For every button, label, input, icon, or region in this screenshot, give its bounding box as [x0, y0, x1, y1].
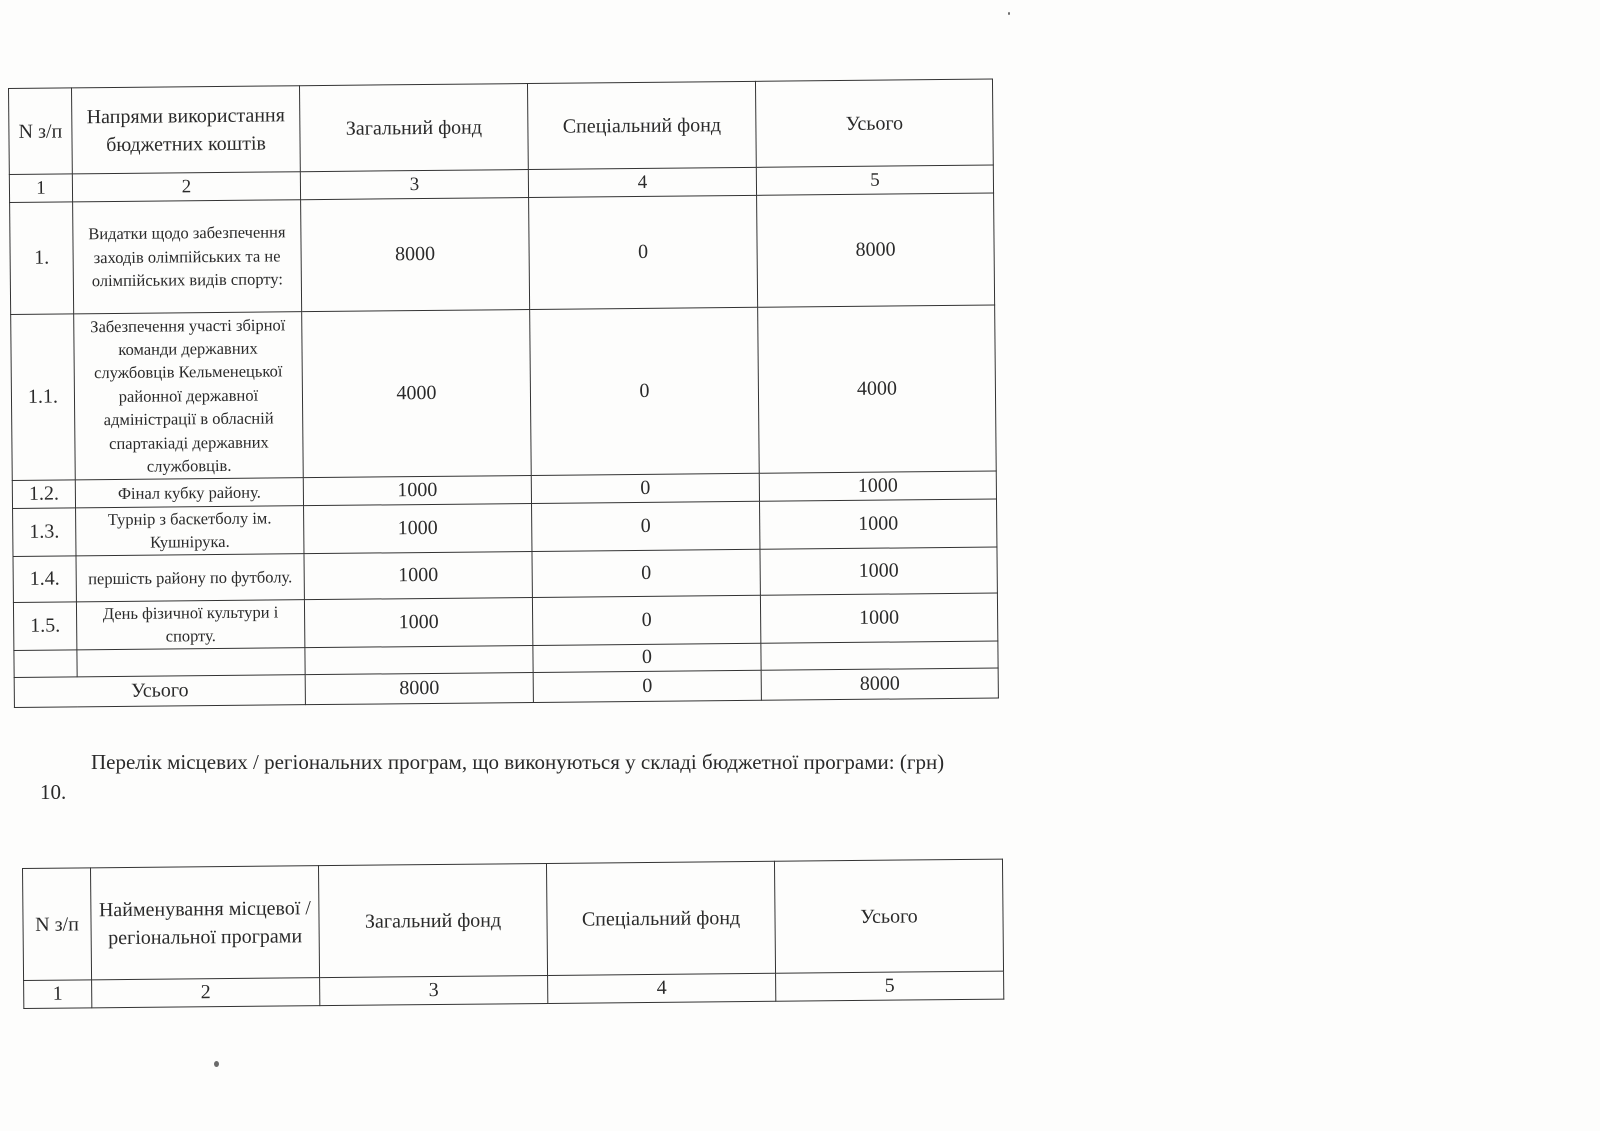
row-general-fund: 8000	[301, 198, 530, 312]
total-total: 8000	[761, 668, 998, 700]
row-total: 1000	[760, 499, 997, 549]
header-num: N з/п	[9, 88, 73, 175]
row-description: День фізичної культури і спорту.	[76, 600, 304, 650]
row-description: Видатки щодо забезпечення заходів олімпійських та не олімпійських видів спорту:	[73, 200, 302, 314]
row-special-fund: 0	[532, 549, 760, 597]
row-description: Забезпечення участі збірної команди державних службовців Кельменецької районної державної адміністрації в обласній спартакіаді державних службовців.	[74, 312, 304, 480]
row-special-fund: 0	[533, 643, 761, 672]
row-general-fund: 4000	[302, 310, 532, 478]
scan-speck	[214, 1061, 219, 1067]
col-number: 1	[24, 980, 92, 1009]
row-general-fund: 1000	[304, 503, 532, 553]
row-description	[77, 647, 305, 676]
row-special-fund: 0	[529, 195, 758, 309]
total-label: Усього	[14, 674, 305, 707]
header-special-fund: Спеціальний фонд	[546, 861, 775, 975]
col-number: 4	[548, 973, 776, 1003]
header-program-name: Найменування місцевої / регіональної програми	[91, 866, 320, 980]
header-num: N з/п	[23, 868, 92, 981]
row-number: 1.3.	[13, 508, 76, 556]
header-general-fund: Загальний фонд	[318, 863, 547, 977]
section-title: Перелік місцевих / регіональних програм, що виконуються у складі бюджетної програми: (грн)	[91, 750, 945, 774]
table-header-row	[23, 859, 1004, 980]
row-special-fund: 0	[530, 307, 760, 475]
row-general-fund	[305, 645, 533, 674]
row-total: 1000	[760, 593, 997, 643]
row-total: 1000	[759, 471, 996, 501]
total-general-fund: 8000	[305, 672, 533, 704]
row-special-fund: 0	[531, 473, 759, 503]
row-number: 1.2.	[12, 480, 75, 509]
row-description: Фінал кубку району.	[75, 478, 303, 508]
header-special-fund: Спеціальний фонд	[527, 81, 756, 169]
row-description: Турнір з баскетболу ім. Кушнірука.	[76, 506, 304, 556]
budget-directions-table	[8, 79, 999, 708]
section-number: 10.	[40, 780, 67, 804]
row-number: 1.1.	[11, 314, 76, 481]
col-number: 3	[300, 170, 528, 200]
row-general-fund: 1000	[304, 597, 532, 647]
col-number: 2	[72, 172, 300, 202]
row-general-fund: 1000	[304, 551, 532, 599]
col-number: 2	[92, 978, 320, 1008]
row-number: 1.	[10, 202, 74, 315]
table-header-row	[9, 79, 994, 174]
row-special-fund: 0	[532, 501, 760, 551]
scan-speck	[1008, 12, 1010, 15]
row-number	[14, 650, 77, 678]
table-row	[11, 305, 997, 480]
col-number: 5	[756, 165, 993, 195]
col-number: 3	[320, 975, 548, 1005]
row-total	[761, 641, 998, 670]
header-general-fund: Загальний фонд	[299, 84, 528, 172]
col-number: 5	[776, 971, 1004, 1001]
row-number: 1.5.	[13, 602, 76, 650]
row-general-fund: 1000	[303, 475, 531, 505]
total-special-fund: 0	[533, 670, 761, 702]
header-direction: Напрями використання бюджетних коштів	[72, 86, 301, 174]
row-total: 1000	[760, 547, 997, 595]
row-total: 4000	[758, 305, 997, 473]
row-description: першість району по футболу.	[76, 554, 304, 602]
row-number: 1.4.	[13, 556, 76, 603]
row-special-fund: 0	[532, 595, 760, 645]
col-number: 1	[9, 174, 72, 203]
table-row	[10, 193, 995, 314]
header-total: Усього	[755, 79, 993, 167]
regional-programs-table	[22, 859, 1004, 1009]
row-total: 8000	[757, 193, 995, 307]
header-total: Усього	[774, 859, 1003, 973]
col-number: 4	[528, 167, 756, 197]
